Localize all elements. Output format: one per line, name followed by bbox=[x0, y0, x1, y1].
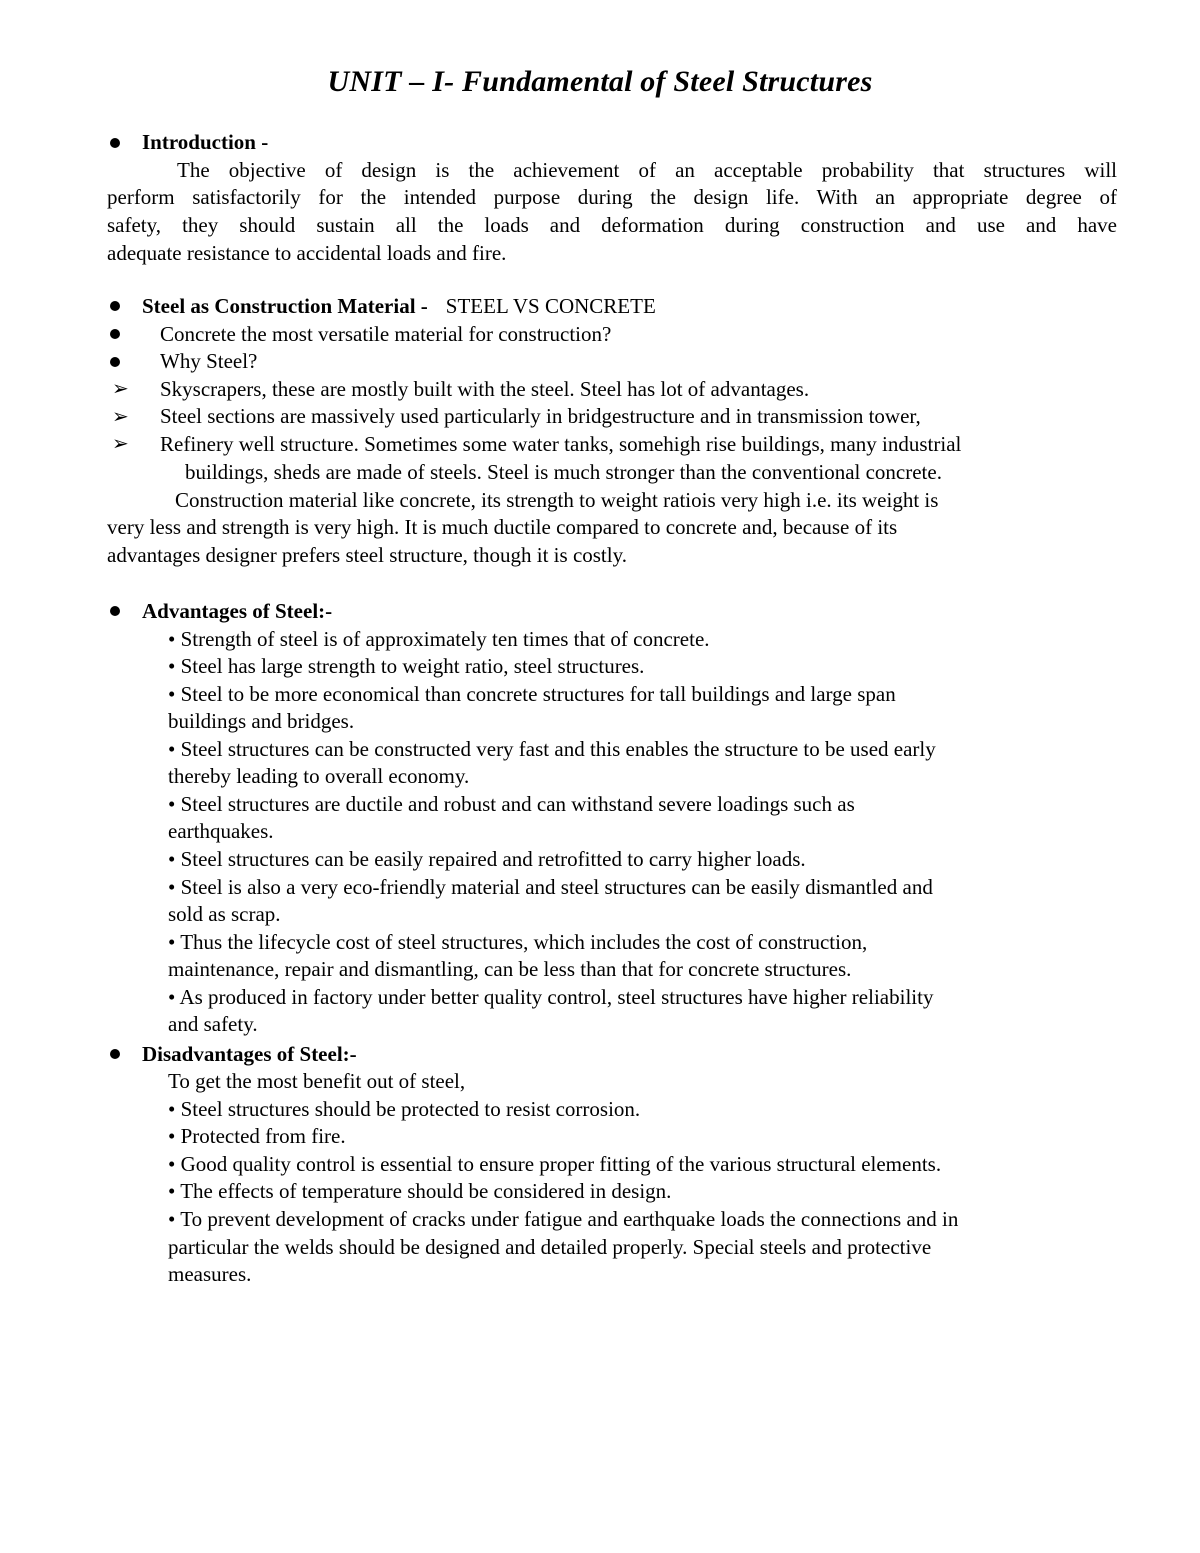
advantage-line: • As produced in factory under better quality control, steel structures have higher reliability bbox=[168, 985, 934, 1009]
disadvantage-line: • The effects of temperature should be considered in design. bbox=[168, 1179, 672, 1203]
list-item: Concrete the most versatile material for construction? bbox=[160, 322, 612, 346]
advantage-line: • Thus the lifecycle cost of steel structures, which includes the cost of construction, bbox=[168, 930, 868, 954]
disadvantage-line: • Steel structures should be protected to resist corrosion. bbox=[168, 1097, 641, 1121]
paragraph-line: advantages designer prefers steel structure, though it is costly. bbox=[107, 543, 627, 567]
bullet-icon bbox=[110, 138, 120, 148]
advantage-line: • Steel to be more economical than concrete structures for tall buildings and large span bbox=[168, 682, 896, 706]
arrow-bullet-icon: ➢ bbox=[112, 376, 129, 400]
arrow-bullet-icon: ➢ bbox=[112, 431, 129, 455]
advantage-line: earthquakes. bbox=[168, 819, 274, 843]
advantage-line: • Steel is also a very eco-friendly material and steel structures can be easily dismantled and bbox=[168, 875, 933, 899]
bullet-icon bbox=[110, 606, 120, 616]
advantage-line: • Steel structures are ductile and robust and can withstand severe loadings such as bbox=[168, 792, 855, 816]
list-item-continuation: buildings, sheds are made of steels. Steel is much stronger than the conventional concrete. bbox=[185, 460, 942, 484]
introduction-heading: Introduction - bbox=[142, 130, 269, 154]
advantage-line: • Strength of steel is of approximately ten times that of concrete. bbox=[168, 627, 710, 651]
advantage-line: sold as scrap. bbox=[168, 902, 281, 926]
intro-line: adequate resistance to accidental loads and fire. bbox=[107, 241, 507, 265]
paragraph-line: Construction material like concrete, its strength to weight ratiois very high i.e. its weight is bbox=[175, 488, 939, 512]
intro-line: safety, they should sustain all the loads and deformation during construction and use and have bbox=[107, 213, 1117, 237]
advantages-heading: Advantages of Steel:- bbox=[142, 599, 333, 623]
steel-material-heading: Steel as Construction Material - bbox=[142, 294, 428, 318]
disadvantage-line: • To prevent development of cracks under fatigue and earthquake loads the connections and in bbox=[168, 1207, 959, 1231]
bullet-icon bbox=[110, 329, 120, 339]
advantage-line: and safety. bbox=[168, 1012, 258, 1036]
page-title: UNIT – I- Fundamental of Steel Structures bbox=[327, 65, 873, 98]
bullet-icon bbox=[110, 301, 120, 311]
bullet-icon bbox=[110, 1049, 120, 1059]
disadvantage-line: To get the most benefit out of steel, bbox=[168, 1069, 466, 1093]
advantage-line: • Steel has large strength to weight ratio, steel structures. bbox=[168, 654, 645, 678]
advantage-line: thereby leading to overall economy. bbox=[168, 764, 470, 788]
advantage-line: • Steel structures can be easily repaired and retrofitted to carry higher loads. bbox=[168, 847, 806, 871]
bullet-icon bbox=[110, 357, 120, 367]
advantage-line: • Steel structures can be constructed very fast and this enables the structure to be used early bbox=[168, 737, 936, 761]
intro-line: The objective of design is the achievement of an acceptable probability that structures will bbox=[177, 158, 1117, 182]
disadvantages-heading: Disadvantages of Steel:- bbox=[142, 1042, 357, 1066]
advantage-line: maintenance, repair and dismantling, can be less than that for concrete structures. bbox=[168, 957, 852, 981]
disadvantage-line: particular the welds should be designed and detailed properly. Special steels and protective bbox=[168, 1235, 932, 1259]
list-item: Steel sections are massively used particularly in bridgestructure and in transmission tower, bbox=[160, 404, 921, 428]
arrow-bullet-icon: ➢ bbox=[112, 404, 129, 428]
paragraph-line: very less and strength is very high. It is much ductile compared to concrete and, because of its bbox=[107, 515, 898, 539]
steel-vs-concrete-label: STEEL VS CONCRETE bbox=[445, 294, 656, 318]
disadvantage-line: • Protected from fire. bbox=[168, 1124, 346, 1148]
disadvantage-line: measures. bbox=[168, 1262, 252, 1286]
advantage-line: buildings and bridges. bbox=[168, 709, 355, 733]
disadvantage-line: • Good quality control is essential to ensure proper fitting of the various structural elements. bbox=[168, 1152, 942, 1176]
intro-line: perform satisfactorily for the intended purpose during the design life. With an appropriate degree of bbox=[107, 185, 1117, 209]
list-item: Why Steel? bbox=[160, 349, 258, 373]
steel-material-heading-row bbox=[142, 292, 656, 320]
list-item: Refinery well structure. Sometimes some water tanks, somehigh rise buildings, many industrial bbox=[160, 432, 962, 456]
list-item: Skyscrapers, these are mostly built with the steel. Steel has lot of advantages. bbox=[160, 377, 810, 401]
